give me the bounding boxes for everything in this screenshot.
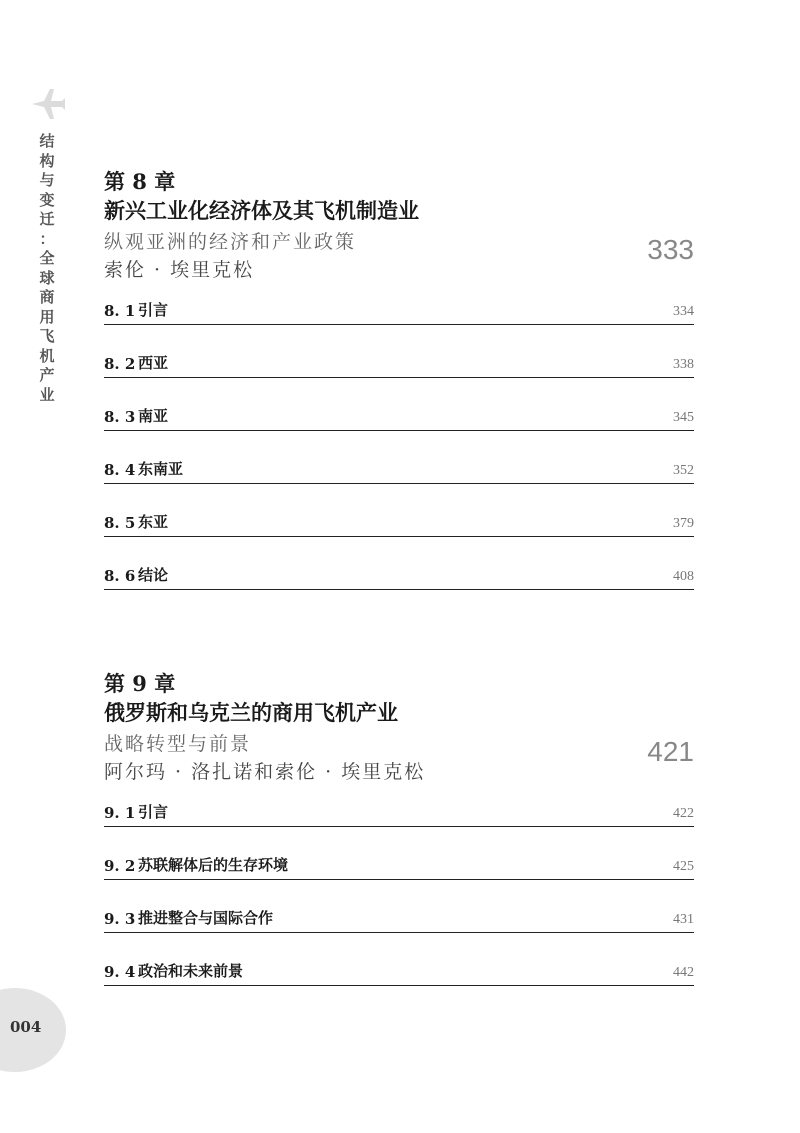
- chapter-title: 俄罗斯和乌克兰的商用飞机产业: [104, 700, 398, 725]
- section-title: 推进整合与国际合作: [138, 909, 274, 927]
- chapter-9: [104, 670, 694, 986]
- section-title: 引言: [138, 301, 169, 319]
- chapter-title: 新兴工业化经济体及其飞机制造业: [104, 198, 419, 223]
- section-title: 引言: [138, 803, 169, 821]
- chapter-8: [104, 168, 694, 590]
- book-title-vertical: 结 构 与 变 迁 ： 全 球 商 用 飞 机 产 业: [39, 132, 55, 404]
- toc-entry[interactable]: [104, 406, 694, 431]
- section-page: 379: [673, 516, 694, 531]
- section-page: 352: [673, 463, 694, 478]
- section-title: 政治和未来前景: [138, 962, 244, 980]
- section-title: 苏联解体后的生存环境: [138, 856, 289, 874]
- section-title: 南亚: [138, 407, 169, 425]
- section-number: 8. 5: [104, 514, 136, 532]
- toc-entry[interactable]: [104, 565, 694, 590]
- toc-entry[interactable]: [104, 512, 694, 537]
- section-number: 8. 1: [104, 302, 136, 320]
- section-page: 425: [673, 859, 694, 874]
- section-number: 8. 4: [104, 461, 136, 479]
- chapter-label: 第 9 章: [104, 671, 176, 696]
- toc-entry[interactable]: [104, 459, 694, 484]
- section-page: 442: [673, 965, 694, 980]
- airplane-icon: [30, 86, 66, 122]
- section-number: 8. 6: [104, 567, 136, 585]
- chapter-subtitle: 战略转型与前景: [104, 733, 252, 755]
- chapter-start-page[interactable]: 333: [647, 234, 694, 265]
- section-number: 9. 1: [104, 804, 136, 822]
- section-number: 9. 4: [104, 963, 136, 981]
- section-list: [104, 300, 694, 590]
- section-page: 338: [673, 357, 694, 372]
- toc-entry[interactable]: [104, 855, 694, 880]
- section-title: 东亚: [138, 513, 169, 531]
- chapter-label: 第 8 章: [104, 169, 176, 194]
- section-page: 408: [673, 569, 694, 584]
- chapter-author: 阿尔玛 · 洛扎诺和索伦 · 埃里克松: [104, 761, 426, 783]
- section-list: [104, 802, 694, 986]
- chapter-subtitle: 纵观亚洲的经济和产业政策: [104, 231, 357, 253]
- chapter-author: 索伦 · 埃里克松: [104, 259, 255, 281]
- page-number: 004: [10, 1018, 42, 1036]
- toc-entry[interactable]: [104, 300, 694, 325]
- section-title: 东南亚: [138, 460, 184, 478]
- section-page: 345: [673, 410, 694, 425]
- section-title: 结论: [138, 566, 169, 584]
- section-number: 8. 2: [104, 355, 136, 373]
- toc-entry[interactable]: [104, 961, 694, 986]
- chapter-start-page[interactable]: 421: [647, 736, 694, 767]
- section-page: 334: [673, 304, 694, 319]
- section-page: 431: [673, 912, 694, 927]
- toc-entry[interactable]: [104, 353, 694, 378]
- section-title: 西亚: [138, 354, 169, 372]
- toc-entry[interactable]: [104, 908, 694, 933]
- toc-entry[interactable]: [104, 802, 694, 827]
- section-number: 9. 2: [104, 857, 136, 875]
- section-page: 422: [673, 806, 694, 821]
- section-number: 9. 3: [104, 910, 136, 928]
- section-number: 8. 3: [104, 408, 136, 426]
